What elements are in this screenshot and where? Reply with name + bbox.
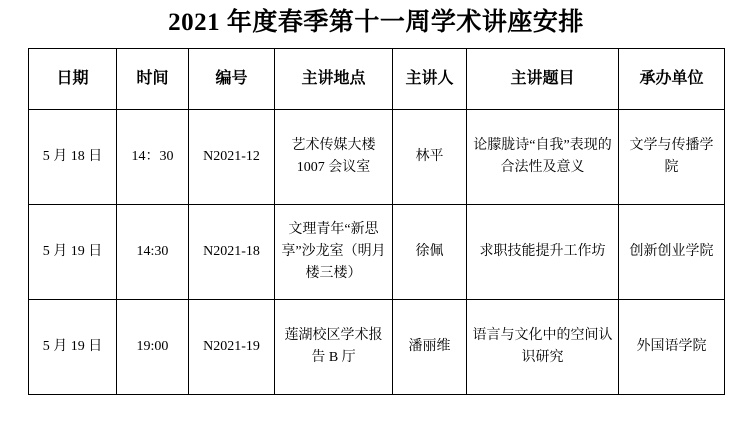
cell-date: 5 月 19 日 xyxy=(29,300,117,395)
cell-date: 5 月 19 日 xyxy=(29,205,117,300)
cell-topic: 语言与文化中的空间认识研究 xyxy=(467,300,619,395)
page-title: 2021 年度春季第十一周学术讲座安排 xyxy=(168,9,584,36)
cell-time: 14:30 xyxy=(117,205,189,300)
cell-number: N2021-18 xyxy=(189,205,275,300)
cell-place: 莲湖校区学术报告 B 厅 xyxy=(275,300,393,395)
table-row xyxy=(29,205,725,300)
column-header-time: 时间 xyxy=(117,49,189,110)
cell-speaker: 林平 xyxy=(393,110,467,205)
column-header-topic: 主讲题目 xyxy=(467,49,619,110)
cell-host: 创新创业学院 xyxy=(619,205,725,300)
table-header xyxy=(29,49,725,110)
cell-topic: 求职技能提升工作坊 xyxy=(467,205,619,300)
cell-place: 艺术传媒大楼 1007 会议室 xyxy=(275,110,393,205)
table-header-row xyxy=(29,49,725,110)
table-row xyxy=(29,110,725,205)
cell-speaker: 徐佩 xyxy=(393,205,467,300)
column-header-place: 主讲地点 xyxy=(275,49,393,110)
cell-host: 外国语学院 xyxy=(619,300,725,395)
cell-date: 5 月 18 日 xyxy=(29,110,117,205)
column-header-speaker: 主讲人 xyxy=(393,49,467,110)
lecture-schedule-table xyxy=(28,48,725,395)
table-row xyxy=(29,300,725,395)
cell-speaker: 潘丽维 xyxy=(393,300,467,395)
cell-topic: 论朦胧诗“自我”表现的合法性及意义 xyxy=(467,110,619,205)
column-header-number: 编号 xyxy=(189,49,275,110)
cell-host: 文学与传播学院 xyxy=(619,110,725,205)
cell-number: N2021-12 xyxy=(189,110,275,205)
column-header-date: 日期 xyxy=(29,49,117,110)
cell-number: N2021-19 xyxy=(189,300,275,395)
cell-time: 19:00 xyxy=(117,300,189,395)
schedule-table-container xyxy=(0,48,752,395)
cell-place: 文理青年“新思享”沙龙室（明月楼三楼） xyxy=(275,205,393,300)
cell-time: 14：30 xyxy=(117,110,189,205)
column-header-host: 承办单位 xyxy=(619,49,725,110)
table-body xyxy=(29,110,725,395)
